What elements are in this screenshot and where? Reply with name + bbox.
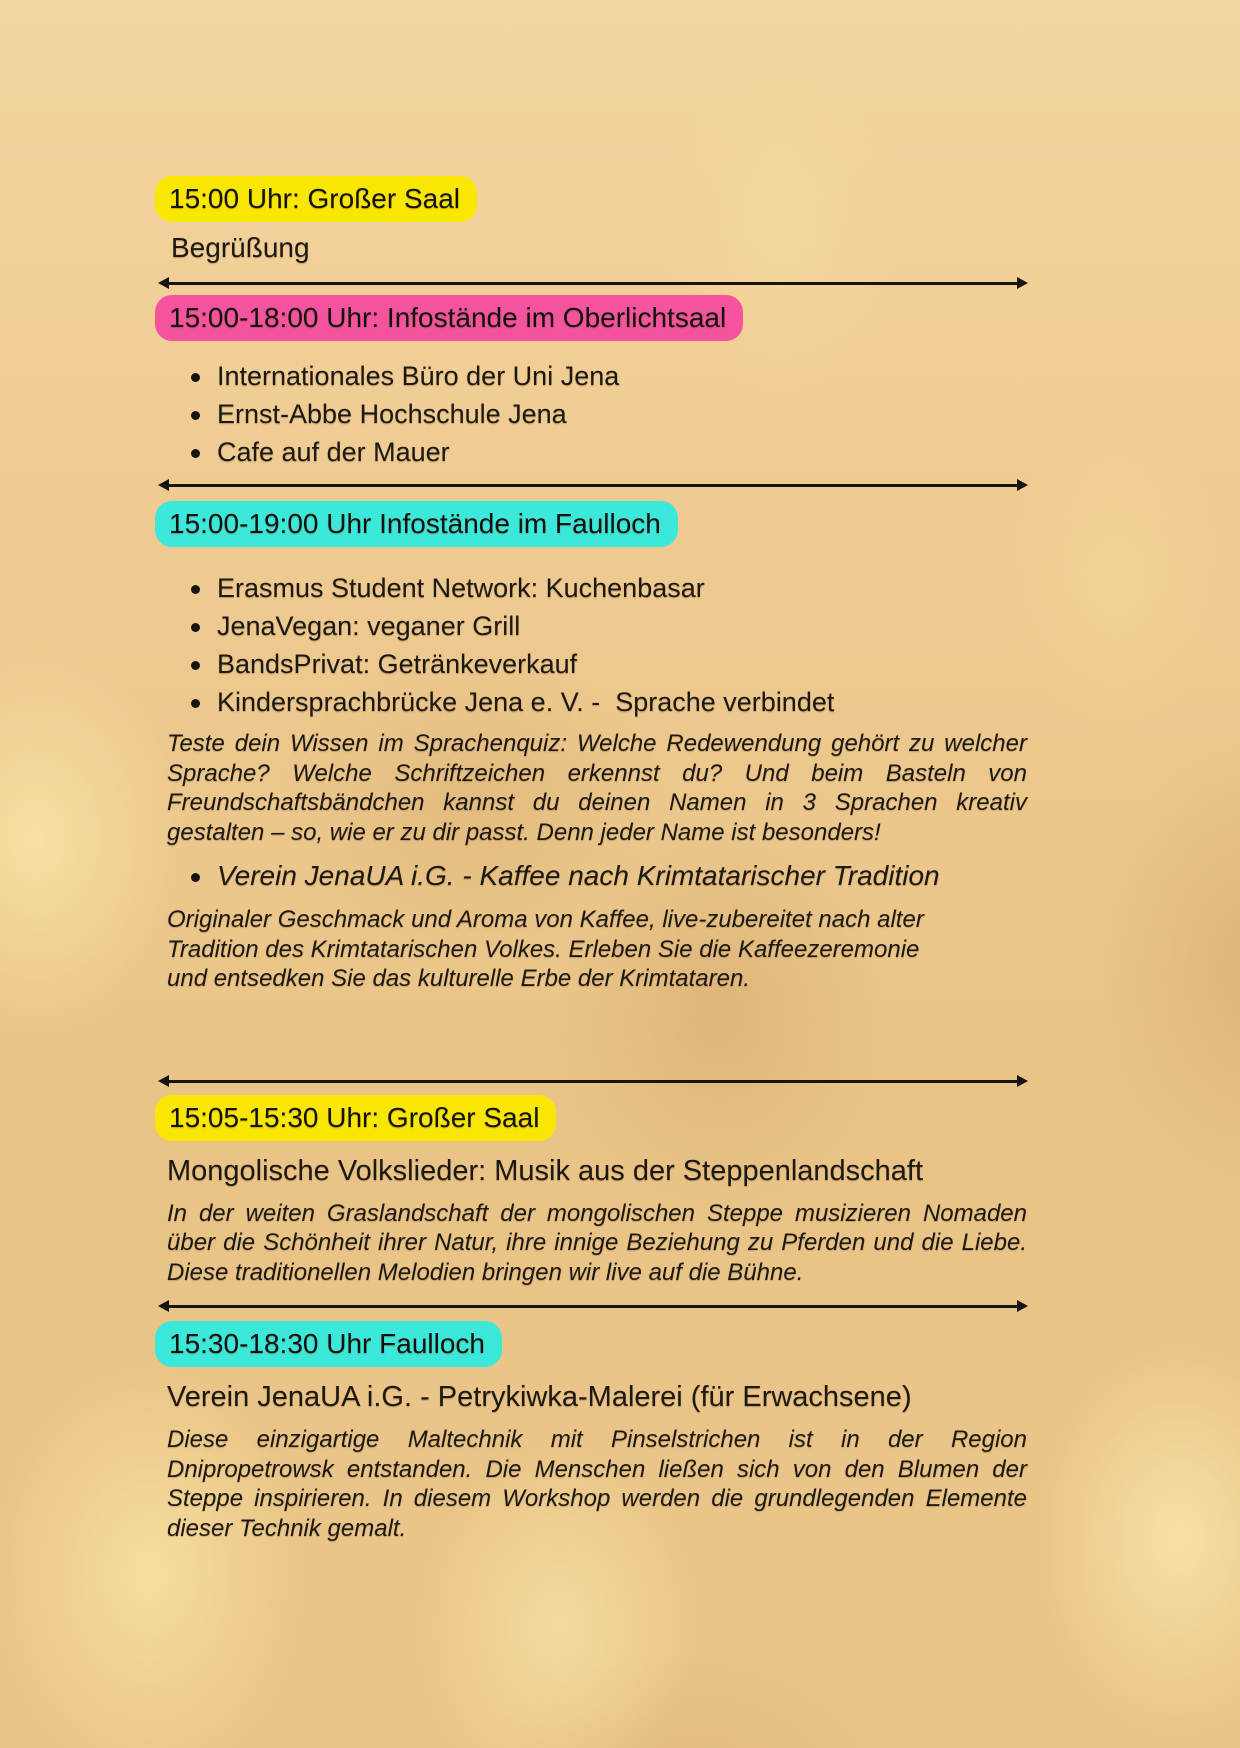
program-schedule bbox=[155, 176, 1039, 1543]
section-begruessung bbox=[155, 176, 1039, 265]
list-item: Kindersprachbrücke Jena e. V. - Sprache verbindet bbox=[191, 683, 1039, 721]
section-divider-line bbox=[167, 484, 1019, 487]
list-item: Verein JenaUA i.G. - Kaffee nach Krimtatarischer Tradition bbox=[191, 857, 1039, 895]
section-divider-line bbox=[167, 282, 1019, 285]
event-time-location-pill: 15:05-15:30 Uhr: Großer Saal bbox=[155, 1095, 556, 1141]
event-title: Mongolische Volkslieder: Musik aus der Steppenlandschaft bbox=[167, 1154, 924, 1187]
list-item: Ernst-Abbe Hochschule Jena bbox=[191, 395, 1039, 433]
event-time-location-pill: 15:00 Uhr: Großer Saal bbox=[155, 176, 477, 222]
section-mongolische-volkslieder bbox=[155, 1095, 1039, 1288]
exhibitor-list bbox=[155, 569, 1039, 721]
list-item: Cafe auf der Mauer bbox=[191, 433, 1039, 471]
event-description: Diese einzigartige Maltechnik mit Pinselstrichen ist in der Region Dnipropetrowsk entstanden. Die Menschen ließen sich von den Blumen der Steppe inspirieren. In diesem Workshop werden die grundlegenden Elemente dieser Technik gemalt. bbox=[167, 1426, 1027, 1542]
event-time-location-pill: 15:00-18:00 Uhr: Infostände im Oberlichtsaal bbox=[155, 295, 743, 341]
event-title: Begrüßung bbox=[171, 232, 310, 263]
exhibitor-list-continued bbox=[155, 857, 1039, 895]
list-item: Internationales Büro der Uni Jena bbox=[191, 357, 1039, 395]
list-item: BandsPrivat: Getränkeverkauf bbox=[191, 645, 1039, 683]
event-description: In der weiten Graslandschaft der mongolischen Steppe musizieren Nomaden über die Schönheit ihrer Natur, ihre innige Beziehung zu Pferden und die Liebe. Diese traditionellen Melodien bringen wir live auf die Bühne. bbox=[167, 1199, 1027, 1286]
list-item: JenaVegan: veganer Grill bbox=[191, 607, 1039, 645]
section-infostaende-faulloch bbox=[155, 501, 1039, 994]
section-petrykiwka-malerei bbox=[155, 1321, 1039, 1543]
list-item: Erasmus Student Network: Kuchenbasar bbox=[191, 569, 1039, 607]
event-description: Teste dein Wissen im Sprachenquiz: Welche Redewendung gehört zu welcher Sprache? Welche Schriftzeichen erkennst du? Und beim Basteln von Freundschaftsbändchen kannst du deinen Namen in 3 Sprachen kreativ gestalten – so, wie er zu dir passt. Denn jeder Name ist besonders! bbox=[167, 730, 1027, 846]
exhibitor-list bbox=[155, 357, 1039, 471]
event-time-location-pill: 15:30-18:30 Uhr Faulloch bbox=[155, 1321, 502, 1367]
section-infostaende-oberlichtsaal bbox=[155, 295, 1039, 471]
event-description: Originaler Geschmack und Aroma von Kaffee, live-zubereitet nach alter Tradition des Krimtatarischen Volkes. Erleben Sie die Kaffeezeremonie und entsedken Sie das kulturelle Erbe der Krimtataren. bbox=[167, 906, 924, 992]
section-divider-line bbox=[167, 1080, 1019, 1083]
event-title: Verein JenaUA i.G. - Petrykiwka-Malerei (für Erwachsene) bbox=[167, 1381, 912, 1413]
section-divider-line bbox=[167, 1305, 1019, 1308]
event-time-location-pill: 15:00-19:00 Uhr Infostände im Faulloch bbox=[155, 501, 678, 547]
